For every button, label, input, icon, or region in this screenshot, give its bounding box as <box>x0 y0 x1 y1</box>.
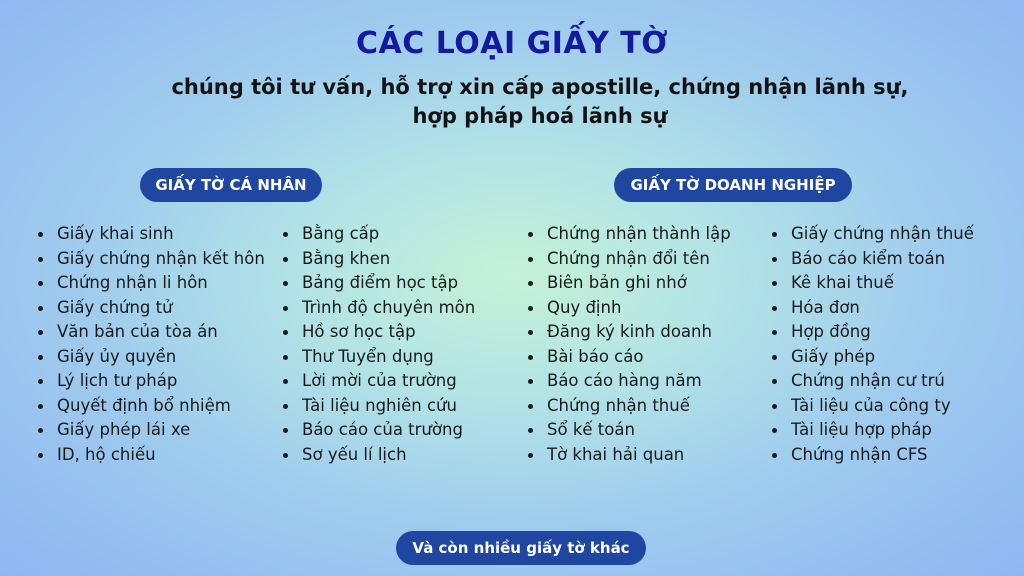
list-item: Chứng nhận thành lập <box>527 222 731 247</box>
subtitle-line-2: hợp pháp hoá lãnh sự <box>412 104 668 128</box>
list-item: ID, hộ chiếu <box>37 443 265 468</box>
list-item: Giấy chứng nhận kết hôn <box>37 247 265 272</box>
list-item: Biên bản ghi nhớ <box>527 271 731 296</box>
list-item: Giấy chứng nhận thuế <box>771 222 974 247</box>
business-documents-heading: GIẤY TỜ DOANH NGHIỆP <box>614 168 852 202</box>
list-item: Chứng nhận cư trú <box>771 369 974 394</box>
list-item: Quy định <box>527 296 731 321</box>
list-item: Trình độ chuyên môn <box>282 296 475 321</box>
list-item: Bài báo cáo <box>527 345 731 370</box>
list-item: Hợp đồng <box>771 320 974 345</box>
list-item: Bảng điểm học tập <box>282 271 475 296</box>
list-item: Tài liệu hợp pháp <box>771 418 974 443</box>
list-item: Tài liệu của công ty <box>771 394 974 419</box>
list-item: Văn bản của tòa án <box>37 320 265 345</box>
list-item: Giấy phép lái xe <box>37 418 265 443</box>
list-item: Tài liệu nghiên cứu <box>282 394 475 419</box>
list-item: Báo cáo hàng năm <box>527 369 731 394</box>
list-item: Sổ kế toán <box>527 418 731 443</box>
list-item: Lý lịch tư pháp <box>37 369 265 394</box>
page-title: CÁC LOẠI GIẤY TỜ <box>356 26 668 61</box>
list-item: Bằng khen <box>282 247 475 272</box>
list-item: Chứng nhận li hôn <box>37 271 265 296</box>
list-item: Sơ yếu lí lịch <box>282 443 475 468</box>
subtitle <box>0 73 1024 131</box>
list-item: Báo cáo của trường <box>282 418 475 443</box>
list-item: Hóa đơn <box>771 296 974 321</box>
list-item: Bằng cấp <box>282 222 475 247</box>
more-documents-button[interactable]: Và còn nhiều giấy tờ khác <box>396 531 646 565</box>
list-item: Lời mời của trường <box>282 369 475 394</box>
list-item: Giấy phép <box>771 345 974 370</box>
list-item: Hồ sơ học tập <box>282 320 475 345</box>
list-item: Kê khai thuế <box>771 271 974 296</box>
personal-list-column-2 <box>282 222 475 467</box>
list-item: Đăng ký kinh doanh <box>527 320 731 345</box>
list-item: Tờ khai hải quan <box>527 443 731 468</box>
list-item: Giấy ủy quyền <box>37 345 265 370</box>
list-item: Giấy khai sinh <box>37 222 265 247</box>
list-item: Chứng nhận đổi tên <box>527 247 731 272</box>
business-list-column-1 <box>527 222 731 467</box>
personal-documents-heading: GIẤY TỜ CÁ NHÂN <box>140 168 322 202</box>
business-list-column-2 <box>771 222 974 467</box>
list-item: Chứng nhận thuế <box>527 394 731 419</box>
list-item: Báo cáo kiểm toán <box>771 247 974 272</box>
list-item: Thư Tuyển dụng <box>282 345 475 370</box>
list-item: Quyết định bổ nhiệm <box>37 394 265 419</box>
subtitle-line-1: chúng tôi tư vấn, hỗ trợ xin cấp apostille, chứng nhận lãnh sự, <box>171 75 909 99</box>
list-item: Giấy chứng tử <box>37 296 265 321</box>
personal-list-column-1 <box>37 222 265 467</box>
list-item: Chứng nhận CFS <box>771 443 974 468</box>
